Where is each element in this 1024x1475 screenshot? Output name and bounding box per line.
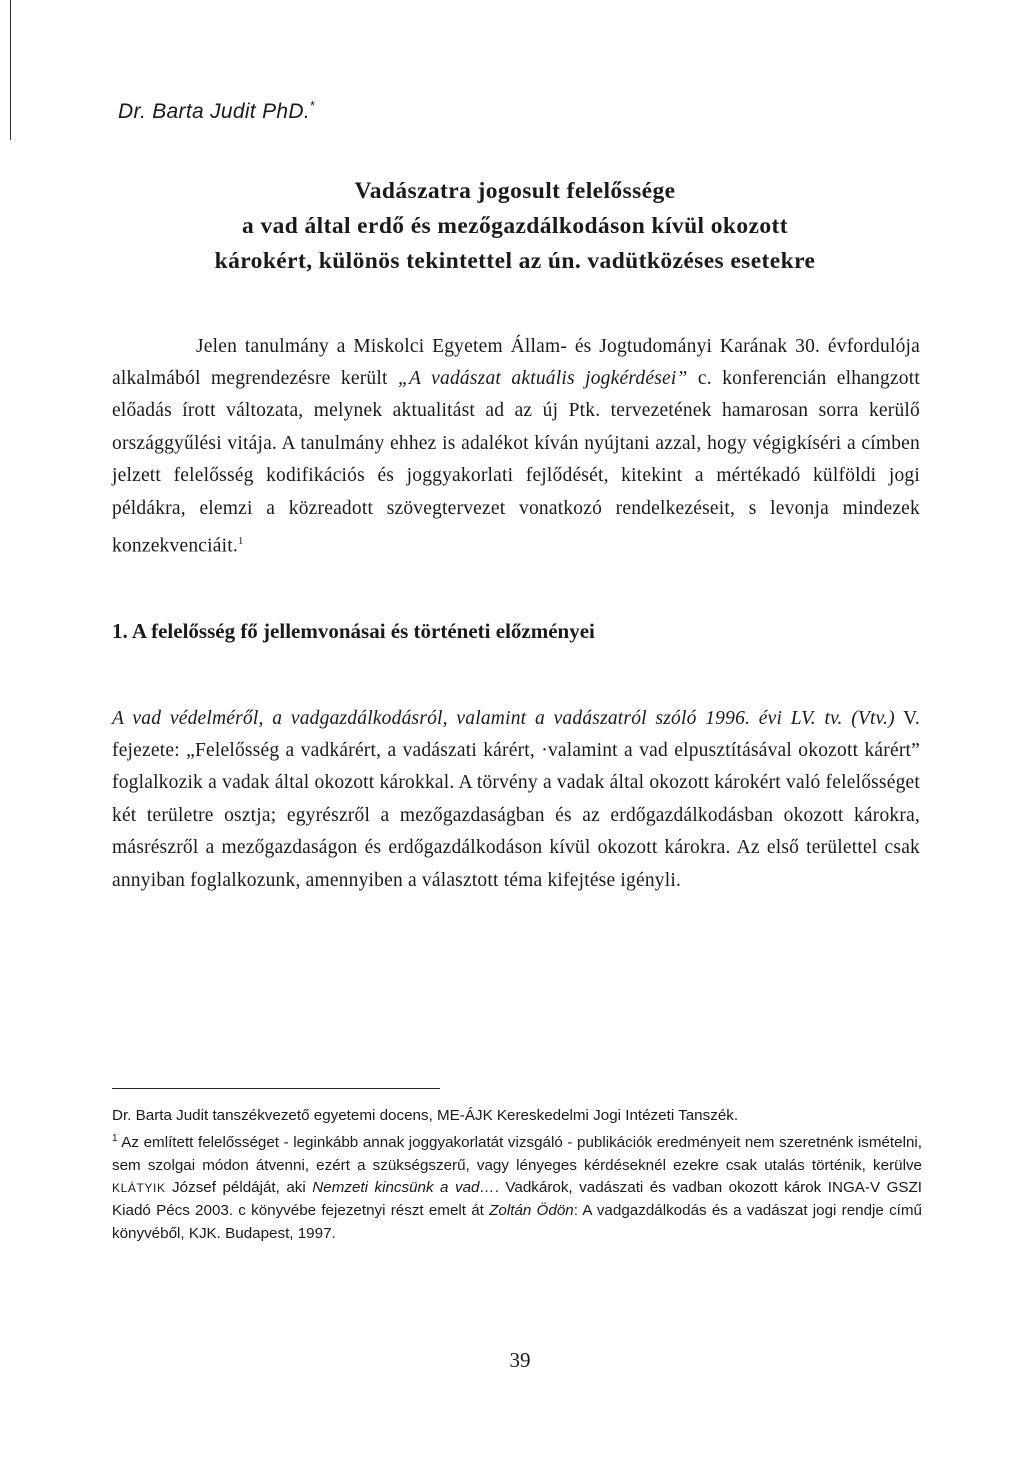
author-footnote-marker: * bbox=[309, 98, 316, 113]
title-line-2: a vad által erdő és mezőgazdálkodáson kívül okozott bbox=[242, 213, 788, 239]
intro-text-1: Jelen tanulmány a Miskolci Egyetem Állam- és Jogtudományi Karának 30. évfordulója alkalmából megrendezésre került bbox=[112, 335, 920, 389]
footnote-1-text-2: József példáját, aki bbox=[165, 1179, 313, 1197]
title-line-3: károkért, különös tekintettel az ún. vadütközéses esetekre bbox=[214, 248, 816, 274]
footnote-1-text-4: : A vadgazdálkodás és a vadászat jogi rendje című könyvéből, KJK. Budapest, 1997. bbox=[112, 1202, 922, 1243]
footnote-1-text-3: . Vadkárok, vadászati és vadban okozott károk INGA-V GSZI Kiadó Pécs 2003. c könyvébe fejezetnyi részt emelt át bbox=[112, 1179, 923, 1220]
footnote-1-author-surname: KLÁTYIK bbox=[112, 1181, 166, 1196]
footnotes bbox=[112, 1105, 922, 1246]
title-line-1: Vadászatra jogosult felelőssége bbox=[354, 178, 676, 204]
footnote-separator bbox=[112, 1088, 440, 1089]
footnote-1-text-1: Az említett felelősséget - leginkább annak joggyakorlatát vizsgáló - publikációk eredményeit nem szeretnénk ismételni, sem szolgai módon átvenni, ezért a szükségszerű, vagy lényeges kérdéseknél ezekre csak utalás történik, kerülve bbox=[112, 1133, 922, 1174]
article-title bbox=[110, 174, 920, 279]
section-paragraph bbox=[112, 703, 920, 897]
footnote-1-cited-author: Zoltán Ödön bbox=[489, 1202, 574, 1220]
section-heading: 1. A felelősség fő jellemvonásai és történeti előzményei bbox=[112, 619, 595, 643]
page-number: 39 bbox=[509, 1348, 531, 1372]
section-text: V. fejezete: „Felelősség a vadkárért, a vadászati kárért, ·valamint a vad elpusztításával okozott kárért” foglalkozik a vadak által okozott károkkal. A törvény a vadak által okozott károkért való felelősséget két területre osztja; egyrészről a mezőgazdaságban és az erdőgazdálkodásban okozott károkra, másrészről a mezőgazdaságon és erdőgazdálkodáson kívül okozott károkra. Az első területtel csak annyiban foglalkozunk, amennyiben a választott téma kifejtése igényli. bbox=[112, 707, 920, 891]
footnote-ref-1: 1 bbox=[237, 534, 244, 547]
footnote-author: Dr. Barta Judit tanszékvezető egyetemi docens, ME-ÁJK Kereskedelmi Jogi Intézeti Tanszék. bbox=[112, 1107, 739, 1124]
intro-paragraph bbox=[112, 331, 920, 563]
scan-margin-line bbox=[10, 0, 11, 140]
intro-text-2: c. konferencián elhangzott előadás írott változata, melynek aktualitást ad az új Ptk. tervezetének hamarosan sorra kerülő országgyűlési vitája. A tanulmány ehhez is adalékot kíván nyújtani azzal, hogy végigkíséri a címben jelzett felelősség kodifikációs és joggyakorlati fejlődését, kitekint a mértékadó külföldi jogi példákra, elemzi a közreadott szövegtervezet vonatkozó rendelkezéseit, s levonja mindezek konzekvenciáit. bbox=[112, 367, 920, 557]
footnote-1-book-title: Nemzeti kincsünk a vad… bbox=[312, 1179, 495, 1197]
law-title: A vad védelméről, a vadgazdálkodásról, valamint a vadászatról szóló 1996. évi LV. tv. (Vtv.) bbox=[112, 707, 895, 729]
footnote-1-number: 1 bbox=[112, 1132, 118, 1144]
footnote-1 bbox=[112, 1128, 922, 1246]
conference-title: „A vadászat aktuális jogkérdései” bbox=[397, 367, 688, 389]
author-line bbox=[118, 98, 315, 124]
author-name: Dr. Barta Judit PhD. bbox=[118, 100, 310, 123]
